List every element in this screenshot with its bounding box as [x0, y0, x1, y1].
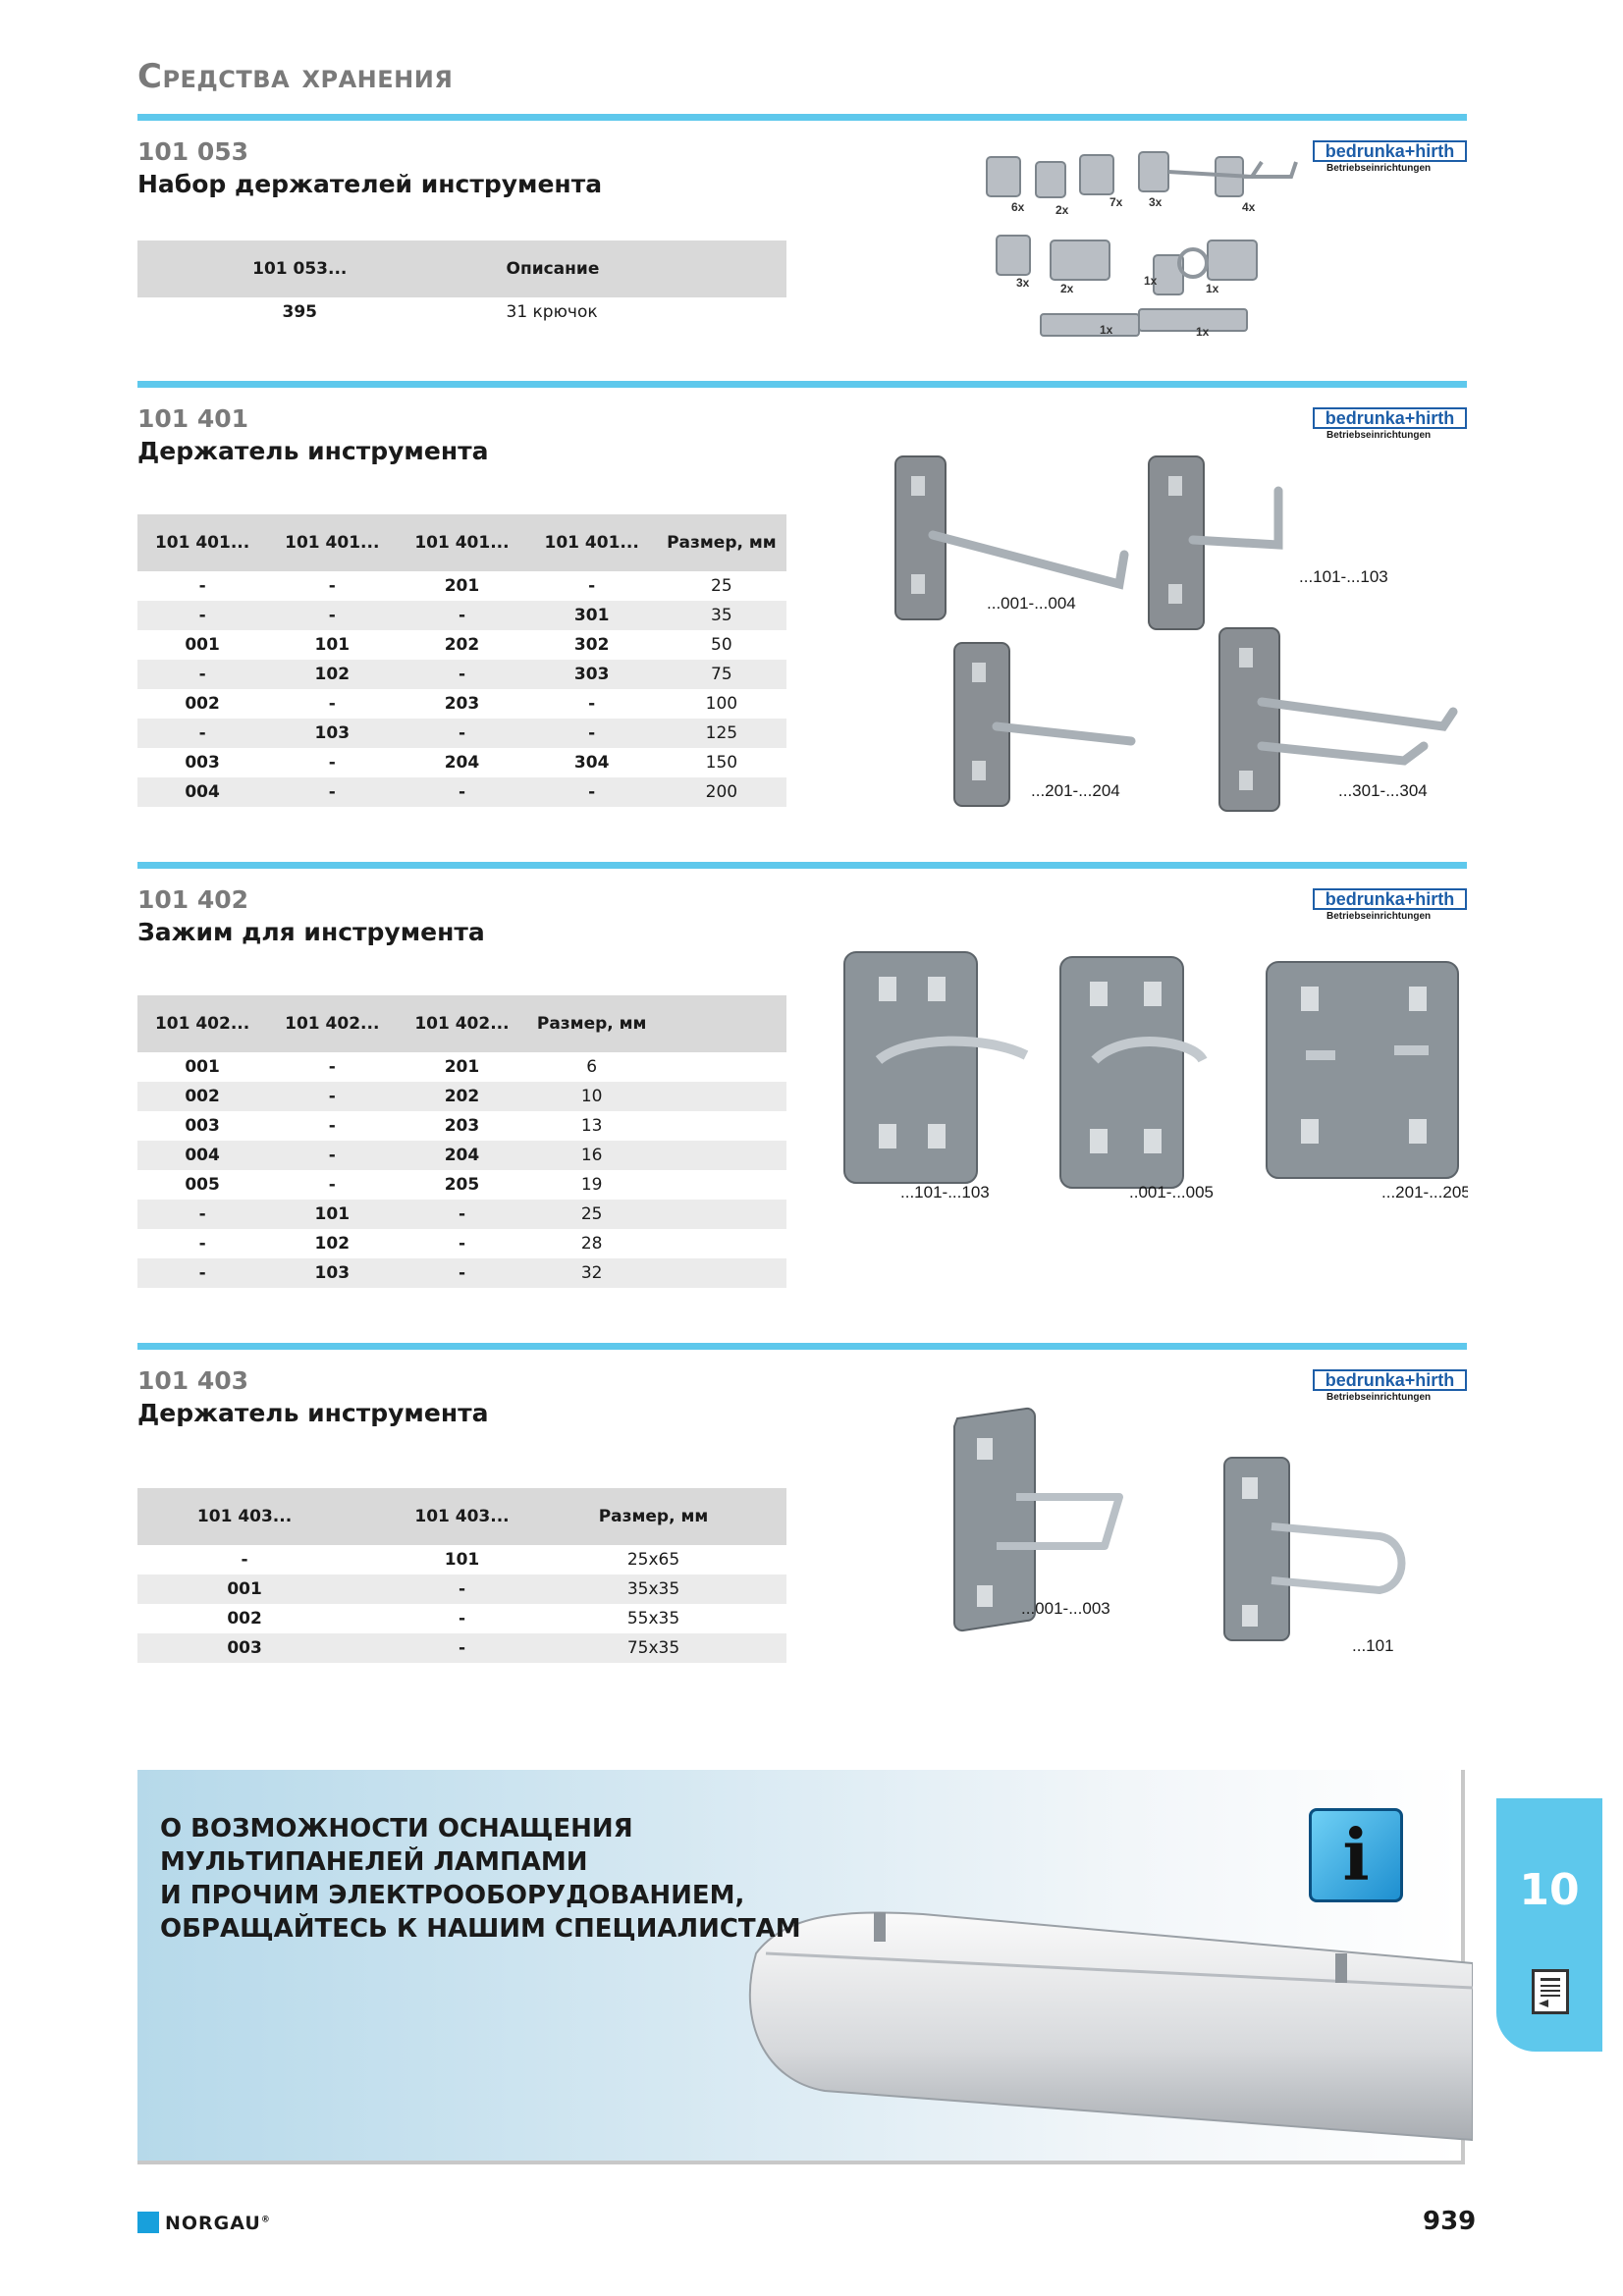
table-cell: 004 [137, 777, 267, 807]
table-cell: 10 [527, 1082, 657, 1111]
section-divider [137, 381, 1467, 388]
image-caption: ...101-...103 [900, 1183, 990, 1201]
quantity-label: 2x [1060, 282, 1074, 295]
section-divider [137, 862, 1467, 869]
table-cell: 204 [444, 753, 480, 773]
lamp-image [727, 1895, 1473, 2150]
table-cell: - [458, 1609, 466, 1629]
column-header: 101 401... [137, 514, 267, 571]
brand-name: bedrunka+hirth [1313, 407, 1467, 429]
image-caption: ...201-...204 [1031, 781, 1120, 800]
table-cell: - [267, 777, 397, 807]
brand-subtitle: Betriebseinrichtungen [1326, 1392, 1432, 1403]
registered-mark: ® [260, 2215, 271, 2225]
product-name: Набор держателей инструмента [137, 170, 603, 198]
table-cell: 204 [397, 1141, 526, 1170]
table-cell: 203 [444, 1116, 480, 1136]
table-cell: 100 [705, 694, 738, 714]
image-caption: ...101 [1352, 1636, 1394, 1655]
footer-logo-text: NORGAU [165, 2213, 261, 2234]
table-cell: - [352, 1575, 572, 1604]
table-cell: 005 [185, 1175, 220, 1195]
table-cell: - [198, 1234, 206, 1254]
quantity-label: 6x [1011, 200, 1025, 214]
table-cell: 203 [444, 694, 480, 714]
table-cell: 25x65 [626, 1550, 680, 1570]
image-caption: ...301-...304 [1338, 781, 1428, 800]
quantity-label: 4x [1242, 200, 1256, 214]
table-cell: 002 [227, 1609, 262, 1629]
table-cell: 35 [657, 601, 786, 630]
product-photo-u-holders [938, 1399, 1448, 1664]
quantity-label: 7x [1109, 195, 1123, 209]
table-cell: - [397, 660, 526, 689]
table-cell: 25 [527, 1200, 657, 1229]
quantity-label: 1x [1196, 325, 1210, 339]
table-cell: - [241, 1550, 248, 1570]
table-cell: - [527, 777, 657, 807]
image-caption: ...001-...003 [1021, 1599, 1110, 1618]
quantity-label: 1x [1100, 323, 1113, 337]
table-cell: - [198, 576, 206, 596]
table-cell: 002 [137, 1082, 267, 1111]
norgau-logo-mark [137, 2212, 159, 2233]
table-cell: - [267, 601, 397, 630]
page-title: Средства хранения [137, 57, 454, 96]
quantity-label: 3x [1149, 195, 1163, 209]
column-header: 101 401... [527, 514, 657, 571]
brand-subtitle: Betriebseinrichtungen [1326, 430, 1432, 441]
table-cell: 103 [267, 1258, 397, 1288]
table-cell: - [328, 694, 336, 714]
table-cell: 55x35 [626, 1609, 680, 1629]
table-cell: 395 [282, 302, 317, 322]
table-cell: 150 [705, 753, 738, 773]
table-cell: 304 [573, 753, 610, 773]
brand-logo [1313, 140, 1467, 178]
table-cell: 003 [137, 1633, 352, 1663]
brand-logo [1313, 407, 1467, 445]
column-header: Размер, мм [572, 1488, 734, 1545]
table-cell: - [328, 1116, 336, 1136]
product-photo-tool-clamps [830, 942, 1468, 1202]
column-header: 101 402... [397, 995, 526, 1052]
column-header: 101 403... [352, 1488, 572, 1545]
table-cell: 001 [185, 635, 220, 655]
product-name: Зажим для инструмента [137, 918, 485, 946]
product-code: 101 402 [137, 885, 249, 914]
column-header: Размер, мм [657, 514, 786, 571]
section-divider [137, 114, 1467, 121]
table-cell: - [137, 1258, 267, 1288]
quantity-label: 1x [1144, 274, 1158, 288]
footer-logo [165, 2213, 271, 2234]
table-cell: 001 [185, 1057, 220, 1077]
table-cell: - [137, 601, 267, 630]
brand-name: bedrunka+hirth [1313, 1369, 1467, 1391]
column-header: Размер, мм [527, 995, 657, 1052]
table-cell: 004 [137, 1141, 267, 1170]
table-cell: - [397, 1200, 526, 1229]
brand-subtitle: Betriebseinrichtungen [1326, 163, 1432, 174]
table-cell: 101 [267, 1200, 397, 1229]
table-cell: 19 [580, 1175, 603, 1195]
info-icon [1309, 1808, 1403, 1902]
table-cell: 301 [527, 601, 657, 630]
table-cell: - [267, 1141, 397, 1170]
product-name: Держатель инструмента [137, 437, 489, 465]
column-header: 101 402... [267, 995, 397, 1052]
page-number: 939 [1423, 2207, 1477, 2236]
column-header: 101 401... [267, 514, 397, 571]
brand-logo [1313, 888, 1467, 926]
table-cell: 201 [444, 576, 480, 596]
image-caption: ...201-...205 [1381, 1183, 1468, 1201]
table-cell: - [397, 719, 526, 748]
table-cell: 16 [527, 1141, 657, 1170]
spec-table [137, 1488, 786, 1663]
image-caption: ...001-...004 [987, 594, 1076, 613]
column-header: Описание [462, 240, 787, 297]
product-photo-hook-set [982, 147, 1306, 358]
table-cell: 303 [527, 660, 657, 689]
table-cell: 102 [314, 1234, 351, 1254]
table-cell: - [328, 576, 336, 596]
table-cell: 32 [527, 1258, 657, 1288]
product-code: 101 401 [137, 404, 249, 433]
product-name: Держатель инструмента [137, 1399, 489, 1427]
table-cell: - [588, 576, 596, 596]
column-header: 101 403... [137, 1488, 352, 1545]
spec-table [137, 240, 786, 327]
table-cell: - [137, 1200, 267, 1229]
brand-subtitle: Betriebseinrichtungen [1326, 911, 1432, 922]
table-cell: 31 крючок [506, 302, 598, 322]
spec-table [137, 514, 786, 807]
table-cell: 28 [580, 1234, 603, 1254]
spec-table [137, 995, 786, 1288]
table-cell: - [588, 694, 596, 714]
column-header: 101 053... [137, 240, 462, 297]
table-cell: 205 [444, 1175, 480, 1195]
column-header: 101 402... [137, 995, 267, 1052]
table-cell: 25 [711, 576, 732, 596]
brand-name: bedrunka+hirth [1313, 140, 1467, 162]
image-caption: ...101-...103 [1299, 567, 1388, 586]
quantity-label: 1x [1206, 282, 1219, 295]
table-cell: 003 [185, 753, 220, 773]
table-cell: - [137, 719, 267, 748]
product-photo-tool-holders [874, 447, 1463, 820]
chapter-number: 10 [1519, 1865, 1580, 1915]
column-header: 101 401... [397, 514, 526, 571]
product-code: 101 053 [137, 137, 249, 166]
table-cell: - [397, 1258, 526, 1288]
table-cell: 6 [586, 1057, 598, 1077]
table-cell: 75x35 [572, 1633, 734, 1663]
table-cell: - [458, 1234, 465, 1254]
table-cell: 103 [267, 719, 397, 748]
section-divider [137, 1343, 1467, 1350]
table-cell: 125 [657, 719, 786, 748]
quantity-label: 3x [1016, 276, 1030, 290]
table-cell: 101 [444, 1550, 480, 1570]
table-cell: - [328, 1057, 336, 1077]
table-cell: 302 [573, 635, 610, 655]
table-cell: - [397, 601, 526, 630]
table-cell: - [397, 777, 526, 807]
info-glyph: i [1342, 1813, 1370, 1896]
table-cell: 202 [397, 1082, 526, 1111]
table-cell: 003 [185, 1116, 220, 1136]
table-cell: 35x35 [572, 1575, 734, 1604]
table-cell: 102 [267, 660, 397, 689]
table-cell: 75 [657, 660, 786, 689]
brand-name: bedrunka+hirth [1313, 888, 1467, 910]
table-cell: - [328, 753, 336, 773]
image-caption: ..001-...005 [1129, 1183, 1215, 1201]
table-cell: - [352, 1633, 572, 1663]
table-cell: - [137, 660, 267, 689]
quantity-label: 2x [1055, 203, 1069, 217]
table-cell: 202 [444, 635, 480, 655]
table-cell: 50 [711, 635, 732, 655]
table-cell: 002 [185, 694, 220, 714]
table-cell: - [328, 1175, 336, 1195]
table-cell: 200 [657, 777, 786, 807]
table-cell: 13 [580, 1116, 603, 1136]
table-cell: 001 [137, 1575, 352, 1604]
table-cell: 201 [444, 1057, 480, 1077]
catalog-icon [1532, 1969, 1569, 2014]
table-cell: - [267, 1082, 397, 1111]
product-code: 101 403 [137, 1366, 249, 1395]
table-cell: - [527, 719, 657, 748]
banner-text: О ВОЗМОЖНОСТИ ОСНАЩЕНИЯ МУЛЬТИПАНЕЛЕЙ ЛАМПАМИ И ПРОЧИМ ЭЛЕКТРООБОРУДОВАНИЕМ, ОБРАЩАЙТЕСЬ К НАШИМ СПЕЦИАЛИСТАМ [160, 1814, 801, 1944]
table-cell: 101 [314, 635, 351, 655]
